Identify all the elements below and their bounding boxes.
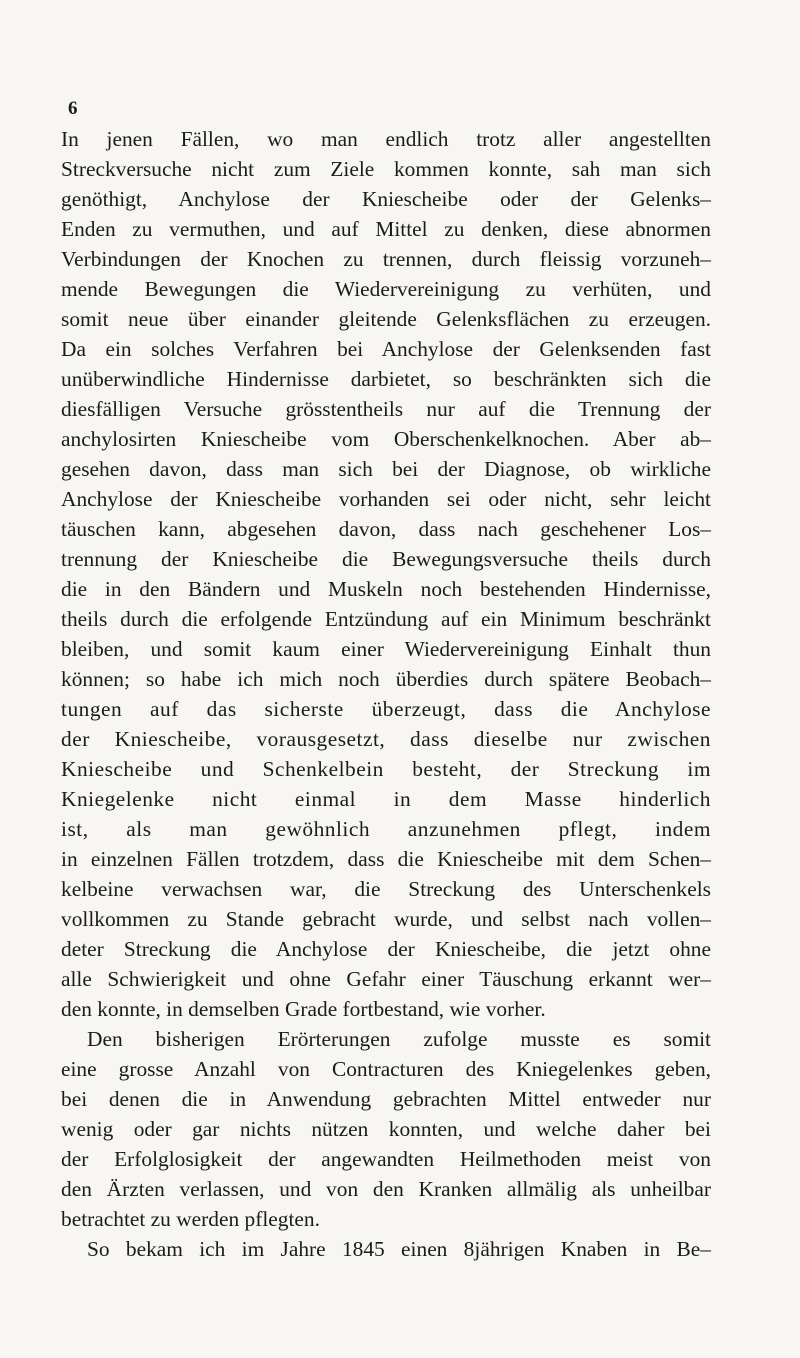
text-line: somit neue über einander gleitende Gelenksflächen zu erzeugen. <box>61 307 711 331</box>
text-line: deter Streckung die Anchylose der Kniescheibe, die jetzt ohne <box>61 937 711 961</box>
text-line: ist, als man gewöhnlich anzunehmen pflegt, indem <box>61 817 711 841</box>
text-line: bei denen die in Anwendung gebrachten Mittel entweder nur <box>61 1087 711 1111</box>
text-line: betrachtet zu werden pflegten. <box>61 1207 320 1231</box>
text-line: So bekam ich im Jahre 1845 einen 8jährigen Knaben in Be– <box>87 1237 711 1261</box>
text-line: Da ein solches Verfahren bei Anchylose der Gelenksenden fast <box>61 337 711 361</box>
text-line: vollkommen zu Stande gebracht wurde, und selbst nach vollen– <box>61 907 711 931</box>
text-line: anchylosirten Kniescheibe vom Oberschenkelknochen. Aber ab– <box>61 427 711 451</box>
text-line: alle Schwierigkeit und ohne Gefahr einer Täuschung erkannt wer– <box>61 967 711 991</box>
text-line: den konnte, in demselben Grade fortbestand, wie vorher. <box>61 997 546 1021</box>
text-line: der Kniescheibe, vorausgesetzt, dass dieselbe nur zwischen <box>61 727 711 751</box>
text-line: Kniescheibe und Schenkelbein besteht, der Streckung im <box>61 757 711 781</box>
text-line: Verbindungen der Knochen zu trennen, durch fleissig vorzuneh– <box>61 247 711 271</box>
text-line: die in den Bändern und Muskeln noch bestehenden Hindernisse, <box>61 577 711 601</box>
text-line: mende Bewegungen die Wiedervereinigung zu verhüten, und <box>61 277 711 301</box>
text-line: trennung der Kniescheibe die Bewegungsversuche theils durch <box>61 547 711 571</box>
body-text <box>61 124 711 1264</box>
text-line: gesehen davon, dass man sich bei der Diagnose, ob wirkliche <box>61 457 711 481</box>
text-line: diesfälligen Versuche grösstentheils nur auf die Trennung der <box>61 397 711 421</box>
text-line: können; so habe ich mich noch überdies durch spätere Beobach– <box>61 667 711 691</box>
text-line: Enden zu vermuthen, und auf Mittel zu denken, diese abnormen <box>61 217 711 241</box>
text-line: eine grosse Anzahl von Contracturen des Kniegelenkes geben, <box>61 1057 711 1081</box>
text-line: theils durch die erfolgende Entzündung auf ein Minimum beschränkt <box>61 607 711 631</box>
page-number: 6 <box>68 98 78 119</box>
text-line: Den bisherigen Erörterungen zufolge musste es somit <box>87 1027 711 1051</box>
text-line: Streckversuche nicht zum Ziele kommen konnte, sah man sich <box>61 157 711 181</box>
text-line: genöthigt, Anchylose der Kniescheibe oder der Gelenks– <box>61 187 711 211</box>
text-line: tungen auf das sicherste überzeugt, dass die Anchylose <box>61 697 711 721</box>
text-line: bleiben, und somit kaum einer Wiedervereinigung Einhalt thun <box>61 637 711 661</box>
text-line: unüberwindliche Hindernisse darbietet, so beschränkten sich die <box>61 367 711 391</box>
text-line: Anchylose der Kniescheibe vorhanden sei oder nicht, sehr leicht <box>61 487 711 511</box>
text-line: In jenen Fällen, wo man endlich trotz aller angestellten <box>61 127 711 151</box>
text-line: wenig oder gar nichts nützen konnten, und welche daher bei <box>61 1117 711 1141</box>
text-line: täuschen kann, abgesehen davon, dass nach geschehener Los– <box>61 517 711 541</box>
text-line: der Erfolglosigkeit der angewandten Heilmethoden meist von <box>61 1147 711 1171</box>
text-line: den Ärzten verlassen, und von den Kranken allmälig als unheilbar <box>61 1177 711 1201</box>
text-line: kelbeine verwachsen war, die Streckung des Unterschenkels <box>61 877 711 901</box>
text-line: Kniegelenke nicht einmal in dem Masse hinderlich <box>61 787 711 811</box>
text-line: in einzelnen Fällen trotzdem, dass die Kniescheibe mit dem Schen– <box>61 847 711 871</box>
